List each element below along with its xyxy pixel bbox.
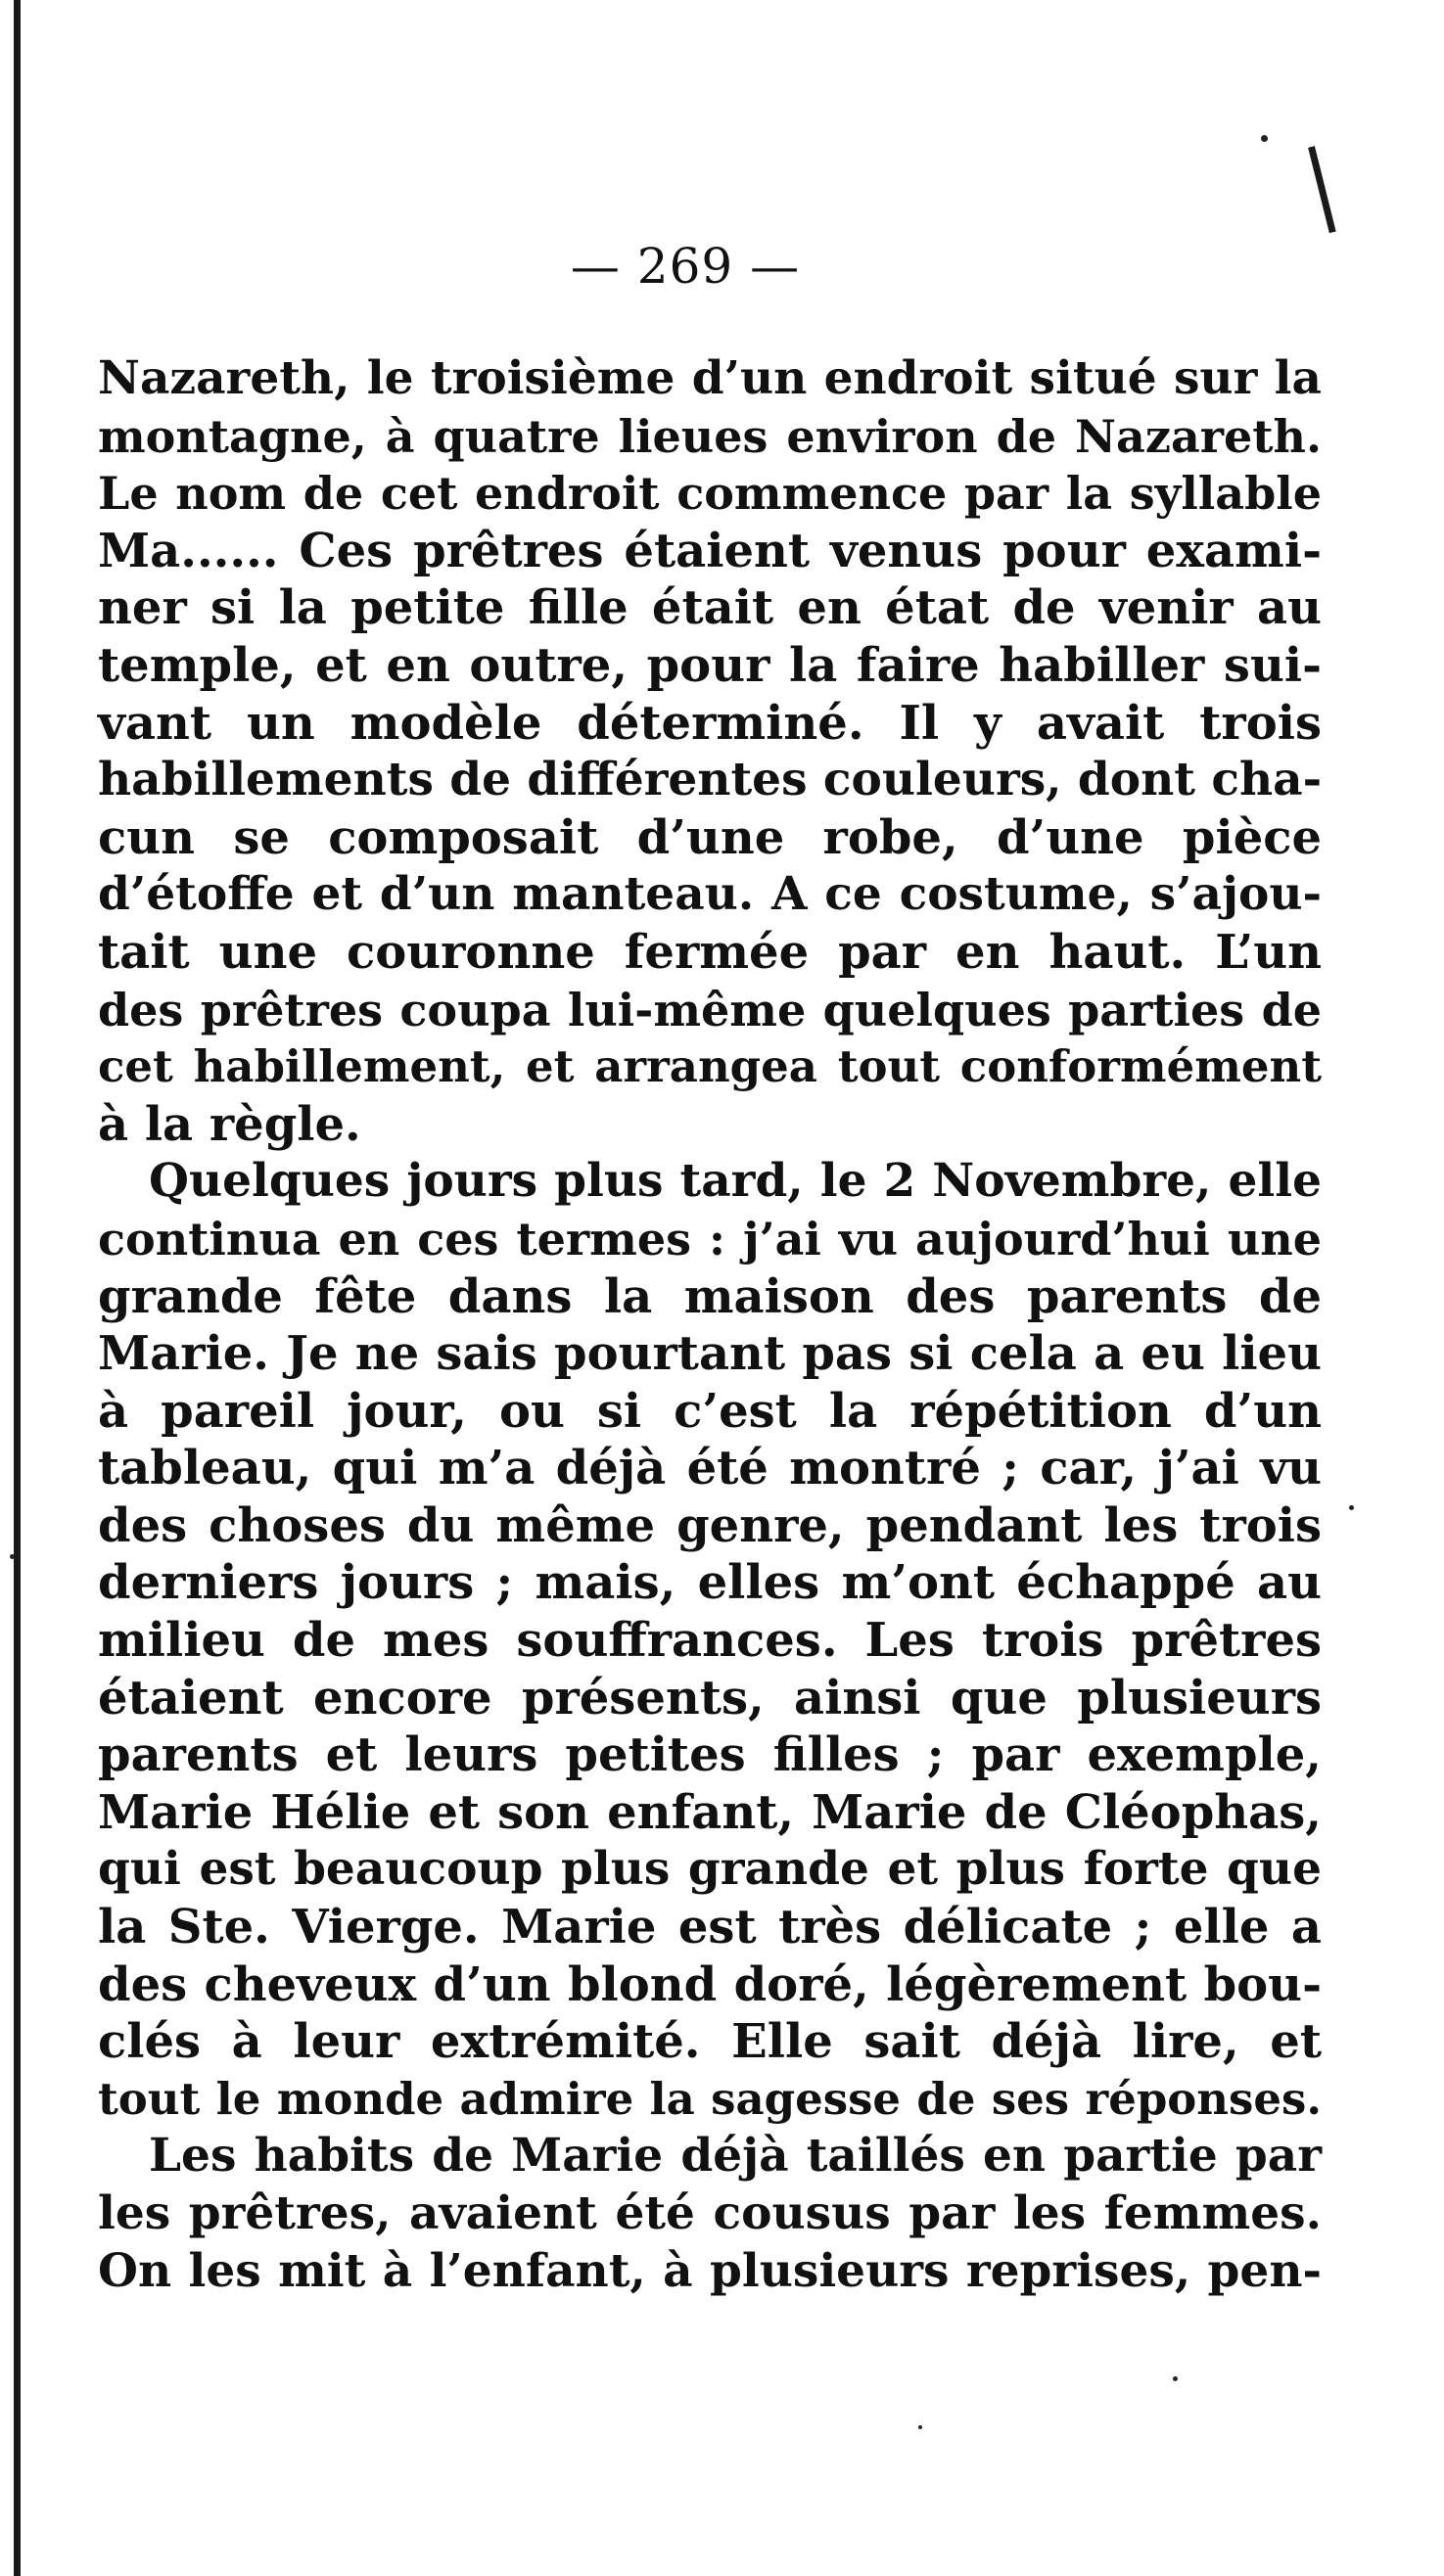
body-text [98, 350, 1322, 2300]
text-line: Marie Hélie et son enfant, Marie de Cléophas, [98, 1784, 1322, 1840]
text-line: des choses du même genre, pendant les trois [98, 1497, 1322, 1553]
text-line: la Ste. Vierge. Marie est très délicate ; elle a [98, 1900, 1322, 1955]
text-line: qui est beaucoup plus grande et plus forte que [98, 1842, 1322, 1897]
text-line: Marie. Je ne sais pourtant pas si cela a eu lieu [98, 1326, 1322, 1382]
ink-speck [1261, 135, 1268, 142]
ink-speck [1349, 1505, 1354, 1510]
ink-speck [1173, 2376, 1178, 2381]
text-line: cet habillement, et arrangea tout conformément [98, 1040, 1322, 1093]
page-edge-rule [14, 0, 21, 2576]
text-line: milieu de mes souffrances. Les trois prêtres [98, 1613, 1322, 1669]
text-line: Le nom de cet endroit commence par la syllable [98, 467, 1322, 521]
text-line: ner si la petite fille était en état de venir au [98, 580, 1322, 636]
text-line: des cheveux d’un blond doré, légèrement bou- [98, 1956, 1322, 2012]
text-line: à la règle. [98, 1096, 361, 1152]
text-line: habillements de différentes couleurs, dont cha- [98, 753, 1323, 807]
paragraph-first-line: Quelques jours plus tard, le 2 Novembre, elle [149, 1154, 1322, 1209]
ink-speck [918, 2425, 922, 2429]
text-line: derniers jours ; mais, elles m’ont échappé au [98, 1555, 1322, 1611]
text-line: les prêtres, avaient été cousus par les femmes. [98, 2186, 1322, 2240]
text-line: temple, et en outre, pour la faire habiller sui- [98, 637, 1322, 693]
text-line: montagne, à quatre lieues environ de Nazareth. [98, 409, 1322, 463]
text-line: tableau, qui m’a déjà été montré ; car, j’ai vu [98, 1441, 1322, 1496]
text-line: parents et leurs petites filles ; par exemple, [98, 1727, 1322, 1783]
text-line: Nazareth, le troisième d’un endroit situé sur la [98, 351, 1322, 405]
text-line: grande fête dans la maison des parents de [98, 1268, 1322, 1324]
text-line: vant un modèle déterminé. Il y avait trois [98, 695, 1322, 751]
text-line: clés à leur extrémité. Elle sait déjà lire, et [98, 2014, 1322, 2070]
corner-ink-mark [1308, 146, 1336, 233]
text-line: cun se composait d’une robe, d’une pièce [98, 809, 1322, 865]
text-line: tait une couronne fermée par en haut. L’un [98, 924, 1322, 980]
text-line: des prêtres coupa lui-même quelques parties de [98, 983, 1322, 1036]
text-line: étaient encore présents, ainsi que plusieurs [98, 1670, 1322, 1725]
text-line: On les mit à l’enfant, à plusieurs reprises, pen- [98, 2243, 1322, 2298]
text-line: continua en ces termes : j’ai vu aujourd’hui une [98, 1212, 1322, 1265]
ink-speck [10, 1554, 15, 1559]
text-line: tout le monde admire la sagesse de ses réponses. [98, 2072, 1322, 2125]
text-line: à pareil jour, ou si c’est la répétition d’un [98, 1383, 1322, 1439]
page-number: — 269 — [570, 238, 801, 295]
text-line: Ma...... Ces prêtres étaient venus pour exami- [98, 523, 1322, 578]
text-line: d’étoffe et d’un manteau. A ce costume, s’ajou- [98, 867, 1322, 922]
paragraph-first-line: Les habits de Marie déjà taillés en partie par [149, 2129, 1322, 2184]
